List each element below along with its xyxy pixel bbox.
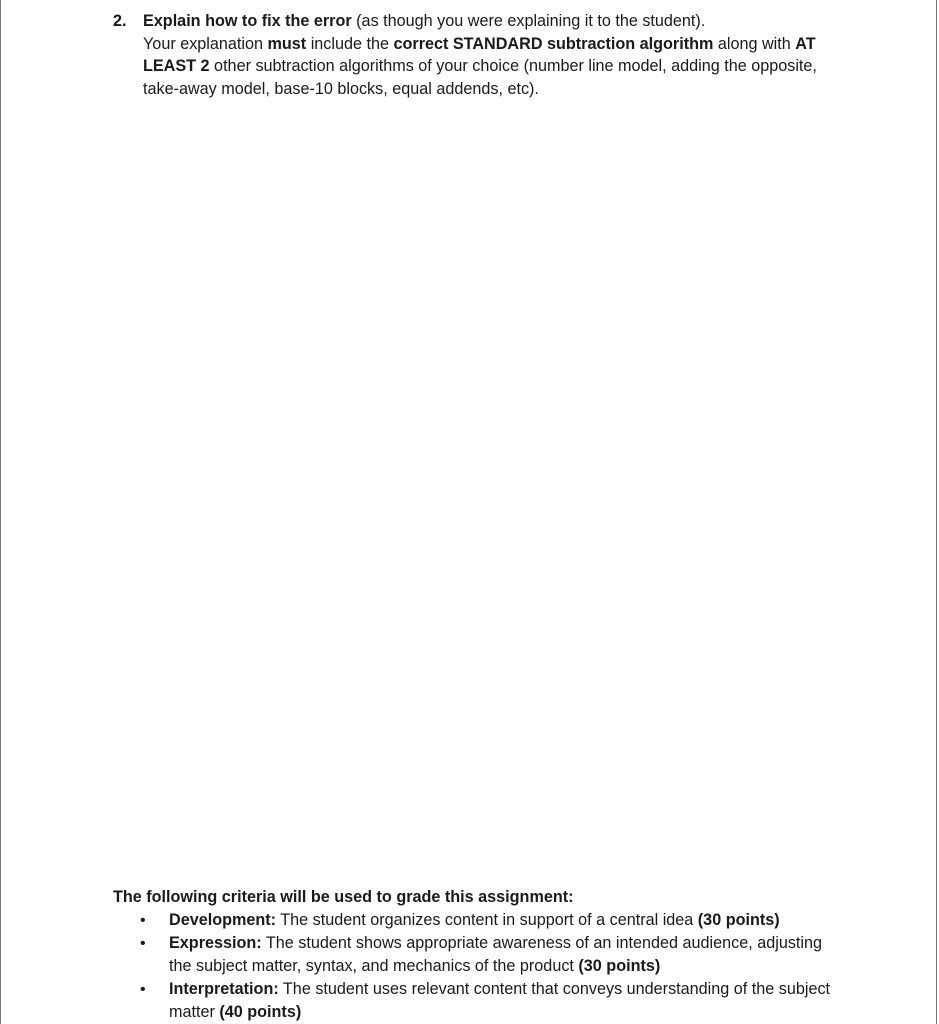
criteria-label: Interpretation:: [169, 980, 279, 998]
grading-criteria: [113, 886, 833, 1024]
question-requirement-along: along with: [713, 34, 796, 53]
criteria-item-interpretation: [113, 978, 833, 1024]
question-instruction-rest: (as though you were explaining it to the student).: [351, 12, 706, 30]
question-requirement-include: include the: [306, 34, 394, 53]
criteria-points: (30 points): [578, 957, 661, 975]
question-number: 2.: [113, 12, 127, 30]
question-requirement-options: other subtraction algorithms of your choice (number line model, adding the opposite, take-away model, base-10 blocks, equal addends, etc).: [143, 57, 817, 98]
question-requirement-start: Your explanation: [143, 34, 268, 53]
question-standard-algorithm: correct STANDARD subtraction algorithm: [393, 34, 714, 53]
question-instruction-bold: Explain how to fix the error: [143, 12, 352, 30]
question-text: [143, 10, 833, 100]
criteria-points: (30 points): [697, 911, 780, 929]
question-at-least-two: AT LEAST 2: [143, 34, 816, 75]
question-must: must: [267, 34, 307, 53]
criteria-description: The student organizes content in support of a central idea: [276, 911, 698, 929]
criteria-list: [113, 909, 833, 1024]
criteria-description: The student shows appropriate awareness of an intended audience, adjusting the subject matter, syntax, and mechanics of the product: [169, 934, 823, 975]
criteria-heading: The following criteria will be used to grade this assignment:: [113, 888, 574, 906]
criteria-description: The student uses relevant content that conveys understanding of the subject matter: [169, 980, 831, 1021]
bullet-icon: •: [140, 981, 146, 998]
bullet-icon: •: [140, 935, 146, 952]
criteria-item-development: [113, 909, 833, 932]
question-2: [113, 10, 833, 100]
criteria-label: Expression:: [169, 934, 262, 952]
criteria-label: Development:: [169, 911, 277, 929]
bullet-icon: •: [140, 912, 146, 929]
criteria-points: (40 points): [219, 1003, 302, 1021]
criteria-item-expression: [113, 932, 833, 978]
